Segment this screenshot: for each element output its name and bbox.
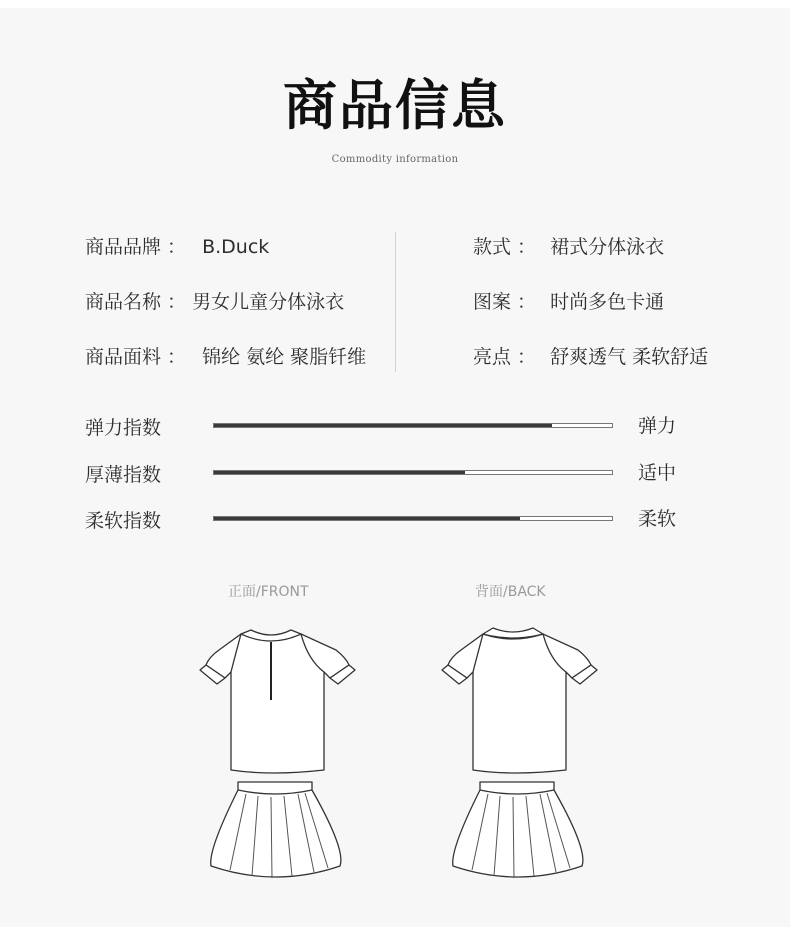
info-highlight-value: 舒爽透气 柔软舒适: [550, 346, 709, 368]
scale-track: [213, 516, 613, 521]
scale-thickness: [0, 460, 790, 490]
back-garment-illustration: [428, 620, 598, 882]
header: [0, 74, 790, 138]
scale-softness: [0, 506, 790, 536]
info-name: [85, 287, 344, 314]
info-fabric: [85, 342, 366, 369]
page-title-text: 商品信息: [283, 74, 507, 137]
info-pattern-label: 图案 ：: [473, 291, 537, 313]
scale-elasticity: [0, 413, 790, 443]
info-highlight-label: 亮点 ：: [473, 346, 537, 368]
info-brand-value: B.Duck: [202, 236, 270, 258]
scale-fill: [214, 517, 520, 520]
scale-name: 柔软指数: [85, 510, 162, 532]
info-name-label: 商品名称 ：: [85, 291, 187, 313]
front-garment-illustration: [186, 620, 356, 882]
info-brand-label: 商品品牌 ：: [85, 236, 187, 258]
scale-level: 弹力: [638, 415, 677, 437]
info-fabric-value: 锦纶 氨纶 聚脂钎维: [202, 346, 367, 368]
page-title: [283, 74, 507, 138]
column-divider: [395, 232, 396, 372]
info-brand: [85, 232, 269, 259]
scale-name: 厚薄指数: [85, 464, 162, 486]
scale-name: 弹力指数: [85, 417, 162, 439]
info-pattern: [473, 287, 664, 314]
back-view-label: 背面/BACK: [475, 584, 546, 600]
info-style-value: 裙式分体泳衣: [550, 236, 665, 258]
page-subtitle: Commodity information: [331, 154, 459, 165]
info-style-label: 款式 ：: [473, 236, 537, 258]
front-view-label: 正面/FRONT: [228, 584, 309, 600]
scale-level: 适中: [638, 462, 677, 484]
info-highlight: [473, 342, 708, 369]
info-name-value: 男女儿童分体泳衣: [192, 291, 345, 313]
scale-fill: [214, 424, 552, 427]
scale-track: [213, 423, 613, 428]
info-pattern-value: 时尚多色卡通: [550, 291, 665, 313]
info-fabric-label: 商品面料 ：: [85, 346, 187, 368]
scale-level: 柔软: [638, 508, 677, 530]
scale-track: [213, 470, 613, 475]
info-style: [473, 232, 664, 259]
scale-fill: [214, 471, 465, 474]
